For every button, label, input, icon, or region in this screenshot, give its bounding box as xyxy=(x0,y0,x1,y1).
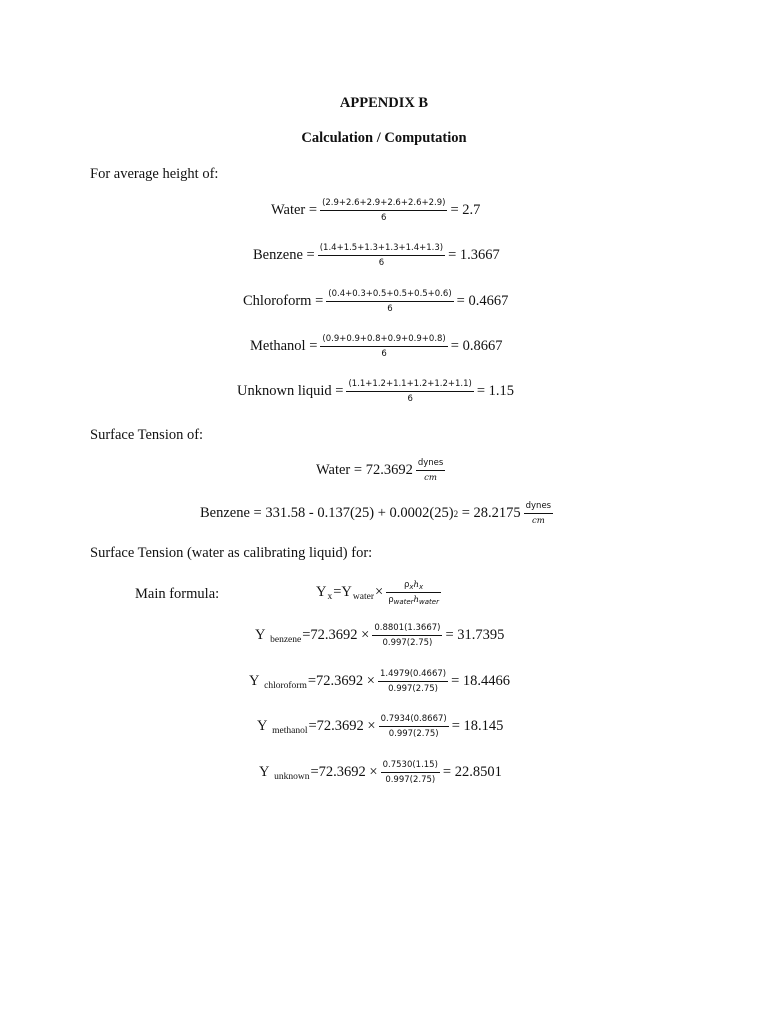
unit-fraction: $\frac{\text{dynes}}{cm}$ xyxy=(417,458,444,483)
calib-eq-chloroform: Y chloroform =72.3692 × $\frac{1.4979(0.4667)}{0.997(2.75)}$ = 18.4466 xyxy=(249,669,511,694)
calib-eq-methanol: Y methanol =72.3692 × $\frac{0.7934(0.8667)}{0.997(2.75)}$ = 18.145 xyxy=(257,714,504,739)
avg-fraction: $\frac{(0.9+0.9+0.8+0.9+0.9+0.8)}{6}$ xyxy=(322,334,446,359)
calib-fraction: $\frac{0.8801(1.3667)}{0.997(2.75)}$ xyxy=(374,623,441,648)
avg-fraction: $\frac{(2.9+2.6+2.9+2.6+2.6+2.9)}{6}$ xyxy=(322,198,446,223)
st-water-value: 72.3692 xyxy=(365,462,413,478)
st-eq-water: Water = 72.3692 $\frac{\text{dynes}}{cm}$ xyxy=(316,458,444,483)
unit-fraction: $\frac{\text{dynes}}{cm}$ xyxy=(525,501,552,526)
avg-result: 1.15 xyxy=(488,383,515,399)
appendix-heading: APPENDIX B xyxy=(339,95,429,111)
formula-fraction: $\frac{\rho_xh_x}{\rho_{water}h_{water}}$ xyxy=(388,580,439,606)
avg-fraction: $\frac{(1.1+1.2+1.1+1.2+1.2+1.1)}{6}$ xyxy=(348,379,472,404)
calculation-subheading: Calculation / Computation xyxy=(301,130,467,146)
avg-label: Unknown liquid xyxy=(237,383,332,399)
section-average-height: For average height of: xyxy=(90,166,219,182)
avg-label: Methanol xyxy=(250,338,306,354)
st-benzene-expr: 331.58 - 0.137(25) + 0.0002(25) xyxy=(265,505,454,521)
avg-label: Chloroform xyxy=(243,293,312,309)
calib-result: 22.8501 xyxy=(454,764,502,780)
calib-result: 31.7395 xyxy=(457,627,505,643)
avg-eq-unknown: Unknown liquid = $\frac{(1.1+1.2+1.1+1.2+1.2+1.1)}{6}$ = 1.15 xyxy=(237,379,515,404)
calib-fraction: $\frac{0.7934(0.8667)}{0.997(2.75)}$ xyxy=(380,714,447,739)
main-formula: Y x =Y water × $\frac{\rho_xh_x}{\rho_{water}h_{water}}$ xyxy=(316,580,439,606)
avg-eq-methanol: Methanol = $\frac{(0.9+0.9+0.8+0.9+0.9+0.8)}{6}$ = 0.8667 xyxy=(250,334,503,359)
calib-result: 18.4466 xyxy=(462,673,511,689)
avg-result: 2.7 xyxy=(462,202,481,218)
avg-result: 0.4667 xyxy=(468,293,509,309)
main-formula-label: Main formula: xyxy=(135,586,220,602)
st-benzene-result: 28.2175 xyxy=(473,505,521,521)
avg-fraction: $\frac{(1.4+1.5+1.3+1.3+1.4+1.3)}{6}$ xyxy=(319,243,444,268)
avg-result: 0.8667 xyxy=(462,338,503,354)
avg-result: 1.3667 xyxy=(459,247,500,263)
avg-label: Benzene xyxy=(253,247,303,263)
avg-eq-chloroform: Chloroform = $\frac{(0.4+0.3+0.5+0.5+0.5+0.6)}{6}$ = 0.4667 xyxy=(243,289,509,314)
avg-eq-benzene: Benzene = $\frac{(1.4+1.5+1.3+1.3+1.4+1.3)}{6}$ = 1.3667 xyxy=(253,243,500,268)
section-calibrating: Surface Tension (water as calibrating liquid) for: xyxy=(90,545,373,561)
section-surface-tension: Surface Tension of: xyxy=(90,427,204,443)
avg-label: Water xyxy=(271,202,306,218)
calib-result: 18.145 xyxy=(463,718,504,734)
calib-eq-benzene: Y benzene =72.3692 × $\frac{0.8801(1.3667)}{0.997(2.75)}$ = 31.7395 xyxy=(255,623,505,648)
calib-fraction: $\frac{0.7530(1.15)}{0.997(2.75)}$ xyxy=(382,760,438,785)
st-eq-benzene: Benzene = 331.58 - 0.137(25) + 0.0002(25) 2 = 28.2175 $\frac{\text{dynes}}{cm}$ xyxy=(200,501,552,526)
avg-fraction: $\frac{(0.4+0.3+0.5+0.5+0.5+0.6)}{6}$ xyxy=(328,289,452,314)
calib-fraction: $\frac{1.4979(0.4667)}{0.997(2.75)}$ xyxy=(379,669,447,694)
calib-eq-unknown: Y unknown =72.3692 × $\frac{0.7530(1.15)}{0.997(2.75)}$ = 22.8501 xyxy=(259,760,502,785)
avg-eq-water: Water = $\frac{(2.9+2.6+2.9+2.6+2.6+2.9)}{6}$ = 2.7 xyxy=(271,198,481,223)
